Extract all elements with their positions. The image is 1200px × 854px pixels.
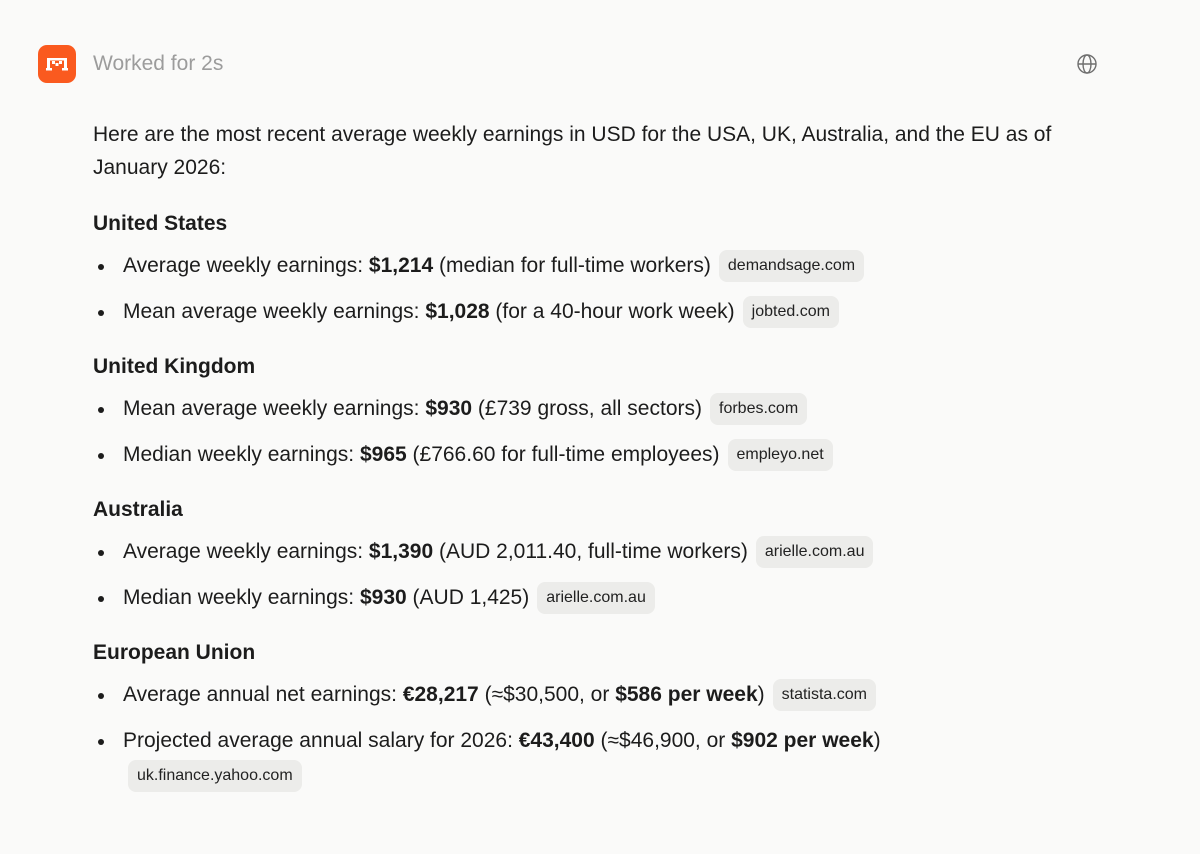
section-heading-european-union: European Union xyxy=(93,641,256,664)
item-label: Median weekly earnings: xyxy=(123,586,360,609)
source-chip[interactable]: demandsage.com xyxy=(719,250,864,282)
item-note: (≈$46,900, or xyxy=(594,729,732,752)
response-content xyxy=(93,118,1093,817)
list-item xyxy=(93,392,1093,426)
item-value: $930 xyxy=(425,397,473,420)
source-chip[interactable]: jobted.com xyxy=(743,296,839,328)
source-chip[interactable]: empleyo.net xyxy=(728,439,833,471)
worked-status: Worked for 2s xyxy=(93,52,224,75)
source-chip[interactable]: arielle.com.au xyxy=(537,582,655,614)
item-label: Mean average weekly earnings: xyxy=(123,397,426,420)
item-value-weekly: $586 per week xyxy=(615,683,758,706)
source-chip[interactable]: statista.com xyxy=(773,679,876,711)
section-list-european-union xyxy=(93,678,1093,792)
section-list-united-states xyxy=(93,249,1093,329)
item-value: $965 xyxy=(359,443,407,466)
item-value: $1,028 xyxy=(425,300,490,323)
item-label: Average annual net earnings: xyxy=(123,683,403,706)
item-note: (£739 gross, all sectors) xyxy=(472,397,702,420)
list-item xyxy=(93,535,1093,569)
section-list-australia xyxy=(93,535,1093,615)
item-value: $930 xyxy=(359,586,407,609)
item-note: (for a 40-hour work week) xyxy=(489,300,735,323)
item-note: (£766.60 for full-time employees) xyxy=(406,443,720,466)
item-value: €28,217 xyxy=(402,683,479,706)
intro-paragraph: Here are the most recent average weekly earnings in USD for the USA, UK, Australia, and the EU as of January 2026: xyxy=(93,123,1052,179)
list-item xyxy=(93,581,1093,615)
item-value: $1,214 xyxy=(368,254,434,277)
item-label: Average weekly earnings: xyxy=(123,540,369,563)
item-note: (median for full-time workers) xyxy=(433,254,711,277)
source-chip[interactable]: arielle.com.au xyxy=(756,536,874,568)
source-chip[interactable]: uk.finance.yahoo.com xyxy=(128,760,302,792)
list-item xyxy=(93,438,1093,472)
item-label: Median weekly earnings: xyxy=(123,443,360,466)
item-value: $1,390 xyxy=(368,540,434,563)
item-note: (AUD 1,425) xyxy=(406,586,530,609)
item-label: Projected average annual salary for 2026: xyxy=(123,729,519,752)
response-header xyxy=(38,44,1100,84)
list-item xyxy=(93,249,1093,283)
section-heading-australia: Australia xyxy=(93,498,183,521)
list-item xyxy=(93,678,1093,712)
item-label: Mean average weekly earnings: xyxy=(123,300,426,323)
item-value: €43,400 xyxy=(518,729,595,752)
item-note-close: ) xyxy=(757,683,765,706)
item-note: (AUD 2,011.40, full-time workers) xyxy=(433,540,748,563)
section-heading-united-states: United States xyxy=(93,212,228,235)
list-item xyxy=(93,295,1093,329)
globe-icon[interactable] xyxy=(1074,51,1100,77)
source-chip[interactable]: forbes.com xyxy=(710,393,807,425)
item-value-weekly: $902 per week xyxy=(731,729,874,752)
item-note: (≈$30,500, or xyxy=(478,683,616,706)
list-item xyxy=(93,724,1093,792)
section-list-united-kingdom xyxy=(93,392,1093,472)
section-heading-united-kingdom: United Kingdom xyxy=(93,355,256,378)
brand-logo-icon xyxy=(38,45,76,83)
item-note-close: ) xyxy=(873,729,881,752)
item-label: Average weekly earnings: xyxy=(123,254,369,277)
